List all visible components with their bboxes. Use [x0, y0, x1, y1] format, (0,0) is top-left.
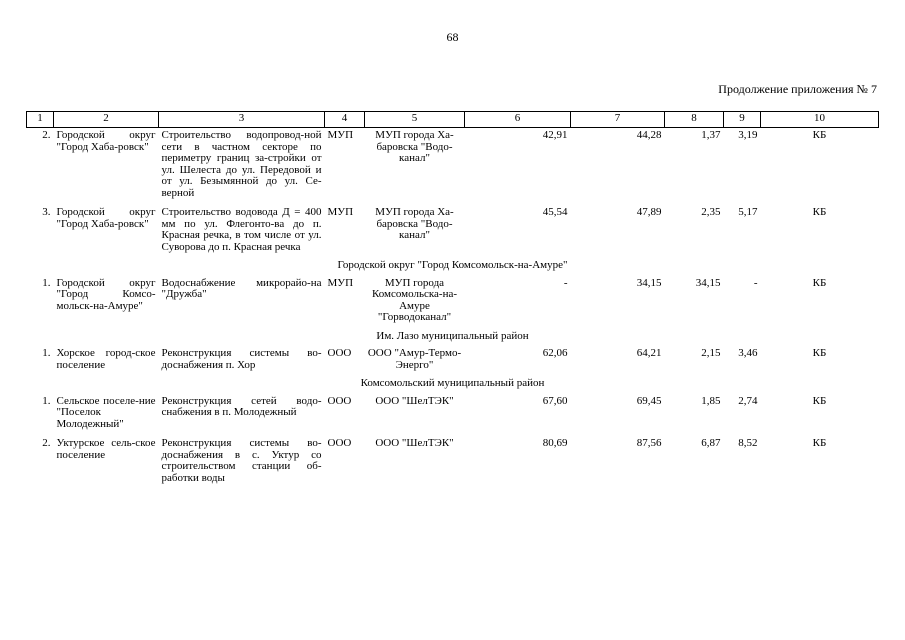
continuation-note: Продолжение приложения № 7	[718, 82, 877, 96]
value-col6-cell: 42,91	[542, 129, 568, 141]
organization-cell: ООО "ШелТЭК"	[375, 394, 454, 407]
header-col-10: 10	[761, 112, 879, 128]
row-number: 1.	[42, 276, 51, 289]
value-col7-cell: 44,28	[636, 129, 662, 141]
project-cell: Водоснабжение микрорайо-на "Дружба"	[161, 276, 322, 300]
column-number-header	[27, 112, 879, 128]
value-col6-cell: -	[563, 276, 568, 289]
header-col-7: 7	[571, 112, 665, 128]
project-cell: Реконструкция сетей водо-снабжения в п. Молодежный	[161, 394, 322, 418]
header-col-1: 1	[27, 112, 54, 128]
org-type-cell: ООО	[327, 394, 352, 407]
header-col-2: 2	[54, 112, 159, 128]
value-col8-cell: 1,37	[701, 129, 721, 141]
org-type-cell: МУП	[327, 206, 354, 218]
organization-cell: ООО "Амур-Термо-Энерго"	[367, 347, 462, 371]
funding-source-cell: КБ	[812, 437, 827, 449]
project-cell: Реконструкция системы во-доснабжения в с. Уктур со строительством станции об-работки воды	[161, 437, 322, 484]
value-col9-cell: 3,19	[738, 129, 758, 141]
header-col-9: 9	[724, 112, 761, 128]
municipality-cell: Городской округ "Город Комсо-мольск-на-Амуре"	[56, 276, 156, 312]
funding-source-cell: КБ	[812, 394, 827, 407]
organization-cell: МУП города Комсомольска-на-Амуре "Горводоканал"	[371, 276, 458, 323]
header-col-6: 6	[465, 112, 571, 128]
org-type-cell: ООО	[327, 347, 352, 359]
header-col-4: 4	[325, 112, 365, 128]
municipality-cell: Городской округ "Город Хаба-ровск"	[56, 206, 156, 230]
value-col9-cell: 8,52	[738, 437, 758, 449]
project-cell: Строительство водопровод-ной сети в частном секторе по периметру границ за-стройки от ул. Шелеста до ул. Передовой и от ул. Безымянной до ул. Се-верной	[161, 129, 322, 199]
row-number: 3.	[42, 206, 51, 218]
table-row	[27, 436, 879, 490]
value-col8-cell: 2,15	[701, 347, 721, 359]
org-type-cell: МУП	[327, 276, 354, 289]
header-col-5: 5	[365, 112, 465, 128]
funding-source-cell: КБ	[812, 276, 827, 289]
organization-cell: ООО "ШелТЭК"	[375, 437, 454, 449]
project-cell: Реконструкция системы во-доснабжения п. Хор	[161, 347, 322, 371]
section-heading: Комсомольский муниципальный район	[360, 377, 545, 389]
table-row	[27, 394, 879, 437]
organization-cell: МУП города Ха-баровска "Водо-канал"	[375, 129, 454, 164]
municipality-cell: Сельское поселе-ние "Поселок Молодежный"	[56, 394, 156, 430]
table-body	[27, 112, 879, 491]
row-number: 2.	[42, 437, 51, 449]
value-col6-cell: 67,60	[542, 394, 568, 407]
funding-source-cell: КБ	[812, 347, 827, 359]
value-col9-cell: -	[753, 276, 758, 289]
municipality-cell: Уктурское сель-ское поселение	[56, 437, 156, 461]
value-col9-cell: 3,46	[738, 347, 758, 359]
value-col8-cell: 6,87	[701, 437, 721, 449]
municipality-cell: Хорское город-ское поселение	[56, 347, 156, 371]
value-col8-cell: 2,35	[701, 206, 721, 218]
table-row	[27, 128, 879, 206]
value-col7-cell: 34,15	[636, 276, 662, 289]
funding-source-cell: КБ	[812, 129, 827, 141]
section-heading: Им. Лазо муниципальный район	[376, 329, 529, 342]
appendix-table	[26, 111, 879, 490]
value-col7-cell: 69,45	[636, 394, 662, 407]
value-col9-cell: 2,74	[738, 394, 758, 407]
value-col7-cell: 87,56	[636, 437, 662, 449]
org-type-cell: ООО	[327, 437, 352, 449]
section-heading: Городской округ "Город Комсомольск-на-Амуре"	[337, 259, 568, 271]
municipality-cell: Городской округ "Город Хаба-ровск"	[56, 129, 156, 153]
organization-cell: МУП города Ха-баровска "Водо-канал"	[375, 206, 454, 241]
row-number: 1.	[42, 347, 51, 359]
value-col6-cell: 62,06	[542, 347, 568, 359]
value-col7-cell: 47,89	[636, 206, 662, 218]
header-col-8: 8	[665, 112, 724, 128]
table-row	[27, 205, 879, 259]
value-col9-cell: 5,17	[738, 206, 758, 218]
project-cell: Строительство водовода Д = 400 мм по ул. Флегонто-ва до п. Красная речка, в том числе от ул. Суворова до п. Красная речка	[161, 206, 322, 253]
section-heading-row	[27, 377, 879, 394]
section-heading-row	[27, 259, 879, 276]
value-col8-cell: 34,15	[695, 276, 721, 289]
value-col8-cell: 1,85	[701, 394, 721, 407]
value-col6-cell: 80,69	[542, 437, 568, 449]
page-number: 68	[446, 30, 459, 44]
table-row	[27, 276, 879, 330]
funding-source-cell: КБ	[812, 206, 827, 218]
header-col-3: 3	[159, 112, 325, 128]
row-number: 1.	[42, 394, 51, 407]
org-type-cell: МУП	[327, 129, 354, 141]
value-col6-cell: 45,54	[542, 206, 568, 218]
row-number: 2.	[42, 129, 51, 141]
table-row	[27, 346, 879, 377]
value-col7-cell: 64,21	[636, 347, 662, 359]
section-heading-row	[27, 330, 879, 347]
